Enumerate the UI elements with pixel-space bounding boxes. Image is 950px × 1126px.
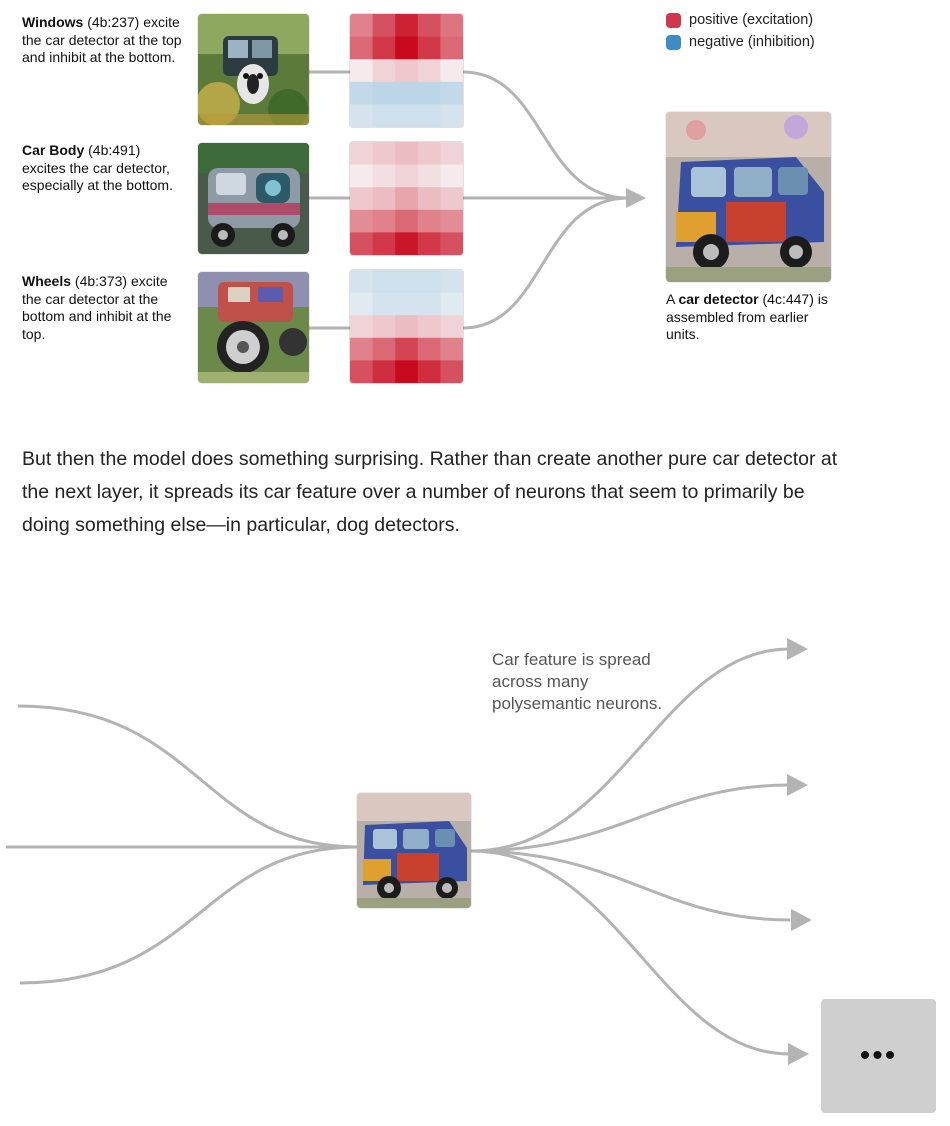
bottom-connector-lines <box>0 600 950 1126</box>
heatmap-cell <box>373 338 396 361</box>
heatmap-cell <box>418 293 441 316</box>
heatmap-cell <box>373 104 396 127</box>
heatmap-cell <box>395 104 418 127</box>
heatmap-cell <box>373 14 396 37</box>
heatmap-cell <box>418 165 441 188</box>
polysemantic-car-neuron-image <box>357 793 471 908</box>
heatmap-cell <box>373 37 396 60</box>
heatmap-cell <box>373 315 396 338</box>
heatmap-cell <box>350 37 373 60</box>
caption-wheels <box>22 273 182 343</box>
heatmap-cell <box>418 210 441 233</box>
heatmap-cell <box>350 142 373 165</box>
heatmap-cell <box>373 360 396 383</box>
heatmap-cell <box>350 165 373 188</box>
heatmap-cell <box>440 37 463 60</box>
heatmap-cell <box>440 210 463 233</box>
heatmap-cell <box>395 82 418 105</box>
heatmap-cell <box>373 232 396 255</box>
heatmap-cell <box>418 82 441 105</box>
arrowhead <box>626 188 646 208</box>
heatmap-cell <box>395 232 418 255</box>
heatmap-cell <box>350 104 373 127</box>
heatmap-cell <box>373 59 396 82</box>
arrowhead <box>788 1043 809 1065</box>
heatmap-cell <box>440 270 463 293</box>
heatmap-cell <box>440 360 463 383</box>
negative-swatch <box>666 35 681 50</box>
windows-neuron-image <box>198 14 309 125</box>
heatmap-cell <box>350 232 373 255</box>
legend-positive-label: positive (excitation) <box>689 12 814 28</box>
heatmap-cell <box>418 338 441 361</box>
heatmap-cell <box>440 293 463 316</box>
caption-car-body-text: (4b:491) excites the car detector, especially at the bottom. <box>22 142 173 193</box>
heatmap-cell <box>395 14 418 37</box>
caption-windows <box>22 14 182 67</box>
heatmap-cell <box>418 142 441 165</box>
heatmap-cell <box>440 142 463 165</box>
heatmap-cell <box>395 59 418 82</box>
wheels-neuron-image <box>198 272 309 383</box>
caption-car-body-name: Car Body <box>22 142 85 158</box>
heatmap-cell <box>350 270 373 293</box>
heatmap-cell <box>440 14 463 37</box>
heatmap-cell <box>395 37 418 60</box>
caption-wheels-text: (4b:373) excite the car detector at the bottom and inhibit at the top. <box>22 273 172 342</box>
heatmap-cell <box>440 338 463 361</box>
heatmap-cell <box>395 338 418 361</box>
spread-note: Car feature is spread across many polysemantic neurons. <box>492 650 663 713</box>
heatmap-cell <box>418 37 441 60</box>
heatmap-cell <box>418 14 441 37</box>
heatmap-cell <box>395 210 418 233</box>
legend-negative <box>666 34 815 50</box>
caption-wheels-name: Wheels <box>22 273 72 289</box>
heatmap-cell <box>373 293 396 316</box>
wheels-heatmap <box>350 270 463 383</box>
ellipsis-icon: ••• <box>859 1039 898 1072</box>
heatmap-cell <box>373 210 396 233</box>
heatmap-cell <box>373 270 396 293</box>
arrowhead <box>787 774 808 796</box>
heatmap-cell <box>395 293 418 316</box>
heatmap-cell <box>350 14 373 37</box>
heatmap-cell <box>395 315 418 338</box>
body-paragraph: But then the model does something surprising. Rather than create another pure car detector at the next layer, it spreads its car feature over a number of neurons that seem to primarily be doing something else—in particular, dog detectors. <box>22 448 838 536</box>
heatmap-cell <box>418 360 441 383</box>
heatmap-cell <box>440 59 463 82</box>
heatmap-cell <box>440 232 463 255</box>
heatmap-cell <box>418 315 441 338</box>
legend <box>666 12 815 50</box>
heatmap-cell <box>395 360 418 383</box>
heatmap-cell <box>418 270 441 293</box>
heatmap-cell <box>395 142 418 165</box>
arrowhead <box>787 638 808 660</box>
more-neurons-box <box>821 999 936 1113</box>
heatmap-cell <box>350 338 373 361</box>
output-caption-name: car detector <box>678 291 759 307</box>
heatmap-cell <box>350 187 373 210</box>
arrowhead <box>791 909 812 931</box>
windows-heatmap <box>350 14 463 127</box>
heatmap-cell <box>350 82 373 105</box>
caption-windows-name: Windows <box>22 14 84 30</box>
legend-positive <box>666 12 815 28</box>
heatmap-cell <box>395 270 418 293</box>
heatmap-cell <box>350 210 373 233</box>
heatmap-cell <box>418 232 441 255</box>
output-caption <box>666 291 836 344</box>
car-detector-neuron-image <box>666 112 831 282</box>
heatmap-cell <box>350 59 373 82</box>
caption-car-body <box>22 142 182 195</box>
output-caption-text: (4c:447) is assembled from earlier units. <box>666 291 828 342</box>
heatmap-cell <box>418 59 441 82</box>
heatmap-cell <box>350 315 373 338</box>
heatmap-cell <box>418 104 441 127</box>
caption-windows-text: (4b:237) excite the car detector at the top and inhibit at the bottom. <box>22 14 182 65</box>
positive-swatch <box>666 13 681 28</box>
heatmap-cell <box>440 82 463 105</box>
car-body-neuron-image <box>198 143 309 254</box>
heatmap-cell <box>395 165 418 188</box>
heatmap-cell <box>440 187 463 210</box>
heatmap-cell <box>373 82 396 105</box>
heatmap-cell <box>350 360 373 383</box>
legend-negative-label: negative (inhibition) <box>689 34 815 50</box>
heatmap-cell <box>373 142 396 165</box>
heatmap-cell <box>395 187 418 210</box>
heatmap-cell <box>350 293 373 316</box>
heatmap-cell <box>373 165 396 188</box>
heatmap-cell <box>373 187 396 210</box>
heatmap-cell <box>418 187 441 210</box>
heatmap-cell <box>440 104 463 127</box>
heatmap-cell <box>440 165 463 188</box>
car-body-heatmap <box>350 142 463 255</box>
output-caption-prefix: A <box>666 291 679 307</box>
heatmap-cell <box>440 315 463 338</box>
